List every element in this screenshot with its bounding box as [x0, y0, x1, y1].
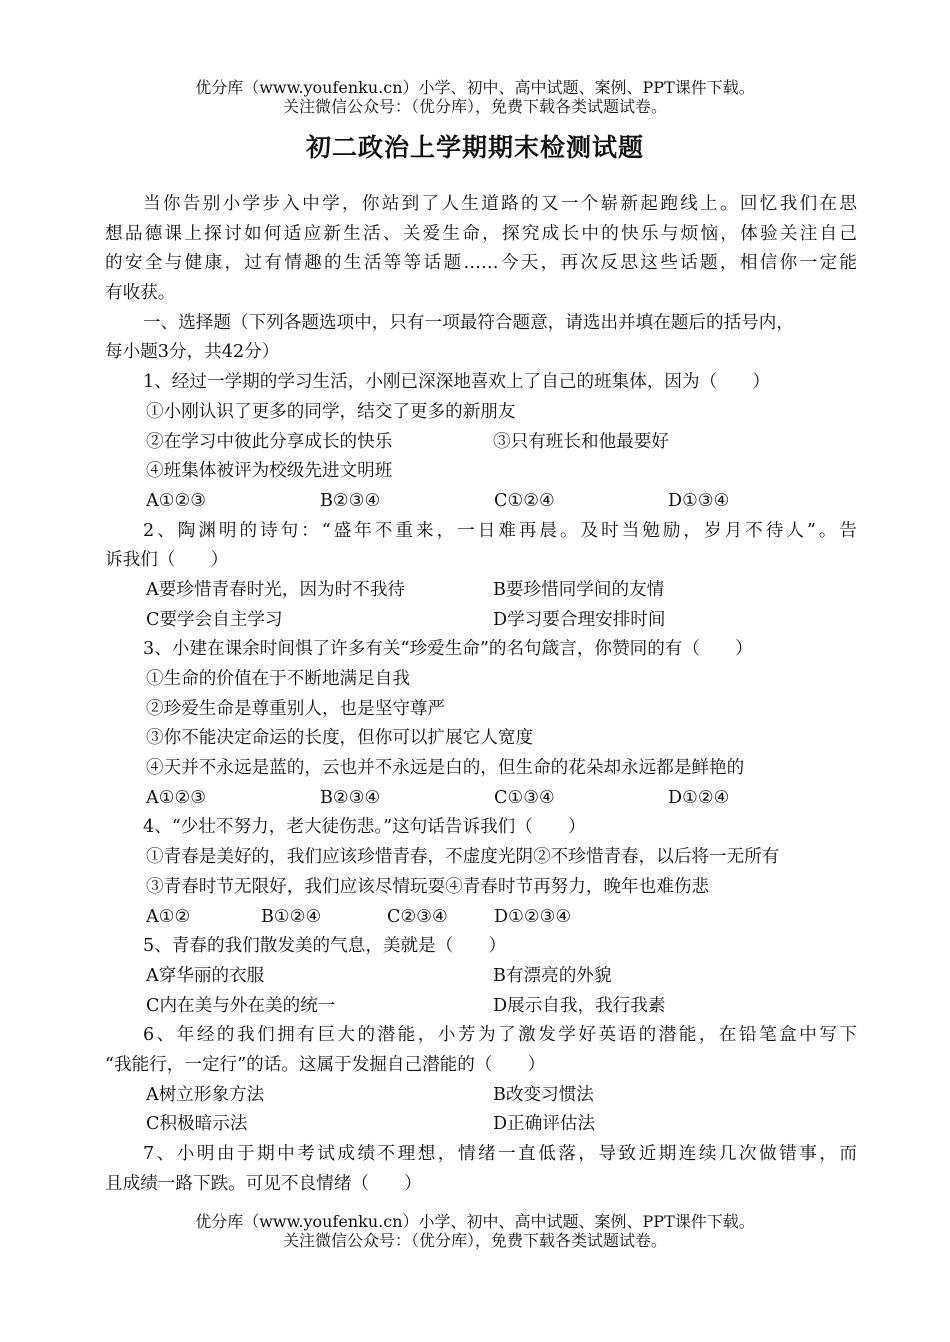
- header-line-1: 优分库（www.youfenku.cn）小学、初中、高中试题、案例、PPT课件下载。: [195, 78, 755, 97]
- question-4-statements: ③青春时节无限好，我们应该尽情玩耍④青春时节再努力，晚年也难伤悲: [146, 876, 710, 897]
- question-2-options: [105, 576, 857, 606]
- option-c: C内在美与外在美的统一: [146, 995, 336, 1016]
- option-a: A树立形象方法: [146, 1084, 265, 1105]
- footer-line-1: 优分库（www.youfenku.cn）小学、初中、高中试题、案例、PPT课件下载。: [195, 1212, 755, 1231]
- question-1-statement: ②在学习中彼此分享成长的快乐: [146, 431, 393, 452]
- option-c: C积极暗示法: [146, 1114, 248, 1135]
- option-b: B有漂亮的外貌: [493, 965, 612, 986]
- option-d: D①②④: [668, 787, 730, 808]
- question-5-options: [105, 962, 857, 992]
- question-7-stem: 7、小明由于期中考试成绩不理想，情绪一直低落，导致近期连续几次做错事，而: [143, 1144, 857, 1164]
- question-6-options: [105, 1081, 857, 1111]
- question-4-options: [105, 903, 857, 933]
- question-1-stem: 1、经过一学期的学习生活，小刚已深深地喜欢上了自己的班集体，因为（ ）: [143, 372, 770, 393]
- question-3-statement: ②珍爱生命是尊重别人，也是坚守尊严: [146, 698, 446, 719]
- intro-line: 的安全与健康，过有情趣的生活等等话题……今天，再次反思这些话题，相信你一定能: [105, 253, 857, 274]
- intro-line: 当你告别小学步入中学，你站到了人生道路的又一个崭新起跑线上。回忆我们在思: [143, 194, 857, 214]
- question-7-stem: 且成绩一路下跌。可见不良情绪（ ）: [105, 1173, 422, 1194]
- question-1-statement: ①小刚认识了更多的同学，结交了更多的新朋友: [146, 401, 516, 422]
- question-3-statement: ①生命的价值在于不断地满足自我: [146, 669, 410, 689]
- option-d: D学习要合理安排时间: [493, 609, 666, 630]
- option-c: C①③④: [494, 787, 555, 808]
- option-c: C②③④: [387, 906, 448, 927]
- option-b: B②③④: [320, 787, 381, 808]
- header-line-2: 关注微信公众号：（优分库），免费下载各类试题试卷。: [282, 97, 667, 116]
- question-3-statement: ④天并不永远是蓝的，云也并不永远是白的，但生命的花朵却永远都是鲜艳的: [146, 758, 745, 779]
- question-1-options: [105, 487, 857, 517]
- question-6-stem: 6、年经的我们拥有巨大的潜能，小芳为了激发学好英语的潜能，在铅笔盒中写下: [143, 1025, 857, 1046]
- question-1-statements-row: [105, 428, 857, 458]
- question-6-stem: “我能行，一定行”的话。这属于发掘自己潜能的（ ）: [105, 1054, 546, 1075]
- question-2-options: [105, 606, 857, 636]
- option-b: B②③④: [320, 490, 381, 511]
- page-footer: [0, 1212, 950, 1250]
- question-4-stem: 4、“少壮不努力，老大徒伤悲。”这句话告诉我们（ ）: [143, 817, 586, 838]
- option-a: A穿华丽的衣服: [146, 965, 265, 986]
- question-1-statement: ③只有班长和他最要好: [493, 431, 669, 452]
- section-heading: 每小题3分，共42分）: [105, 342, 280, 363]
- footer-line-2: 关注微信公众号：（优分库），免费下载各类试题试卷。: [282, 1231, 667, 1250]
- page-header: [0, 78, 950, 116]
- option-d: D①②③④: [494, 906, 572, 927]
- option-b: B改变习惯法: [493, 1084, 594, 1105]
- question-3-statement: ③你不能决定命运的长度，但你可以扩展它人宽度: [146, 728, 534, 749]
- question-4-statements: ①青春是美好的，我们应该珍惜青春，不虚度光阴②不珍惜青春，以后将一无所有: [146, 847, 780, 868]
- option-b: B①②④: [261, 906, 322, 927]
- option-b: B要珍惜同学间的友情: [493, 579, 665, 600]
- option-a: A①②③: [146, 787, 207, 808]
- section-heading: 一、选择题（下列各题选项中，只有一项最符合题意，请选出并填在题后的括号内，: [143, 312, 794, 333]
- option-d: D①③④: [668, 490, 730, 511]
- question-6-options: [105, 1110, 857, 1140]
- question-5-options: [105, 992, 857, 1022]
- option-d: D展示自我，我行我素: [493, 995, 666, 1016]
- question-3-options: [105, 784, 857, 814]
- question-1-statement: ④班集体被评为校级先进文明班: [146, 461, 393, 482]
- option-c: C①②④: [494, 490, 555, 511]
- intro-line: 想品德课上探讨如何适应新生活、关爱生命，探究成长中的快乐与烦恼，体验关注自己: [105, 223, 857, 244]
- question-2-stem: 诉我们（ ）: [105, 550, 229, 571]
- option-c: C要学会自主学习: [146, 609, 283, 630]
- document-body: [105, 190, 857, 1199]
- option-a: A①②: [146, 906, 191, 927]
- question-3-stem: 3、小建在课余时间惧了许多有关“珍爱生命”的名句箴言，你赞同的有（ ）: [143, 639, 753, 660]
- option-a: A①②③: [146, 490, 207, 511]
- question-2-stem: 2、陶渊明的诗句：“盛年不重来，一日难再晨。及时当勉励，岁月不待人”。告: [143, 520, 857, 541]
- intro-line: 有收获。: [105, 283, 176, 304]
- page-title: 初二政治上学期期末检测试题: [305, 133, 644, 162]
- question-5-stem: 5、青春的我们散发美的气息，美就是（ ）: [143, 936, 507, 957]
- option-d: D正确评估法: [493, 1114, 596, 1135]
- option-a: A要珍惜青春时光，因为时不我待: [146, 579, 406, 600]
